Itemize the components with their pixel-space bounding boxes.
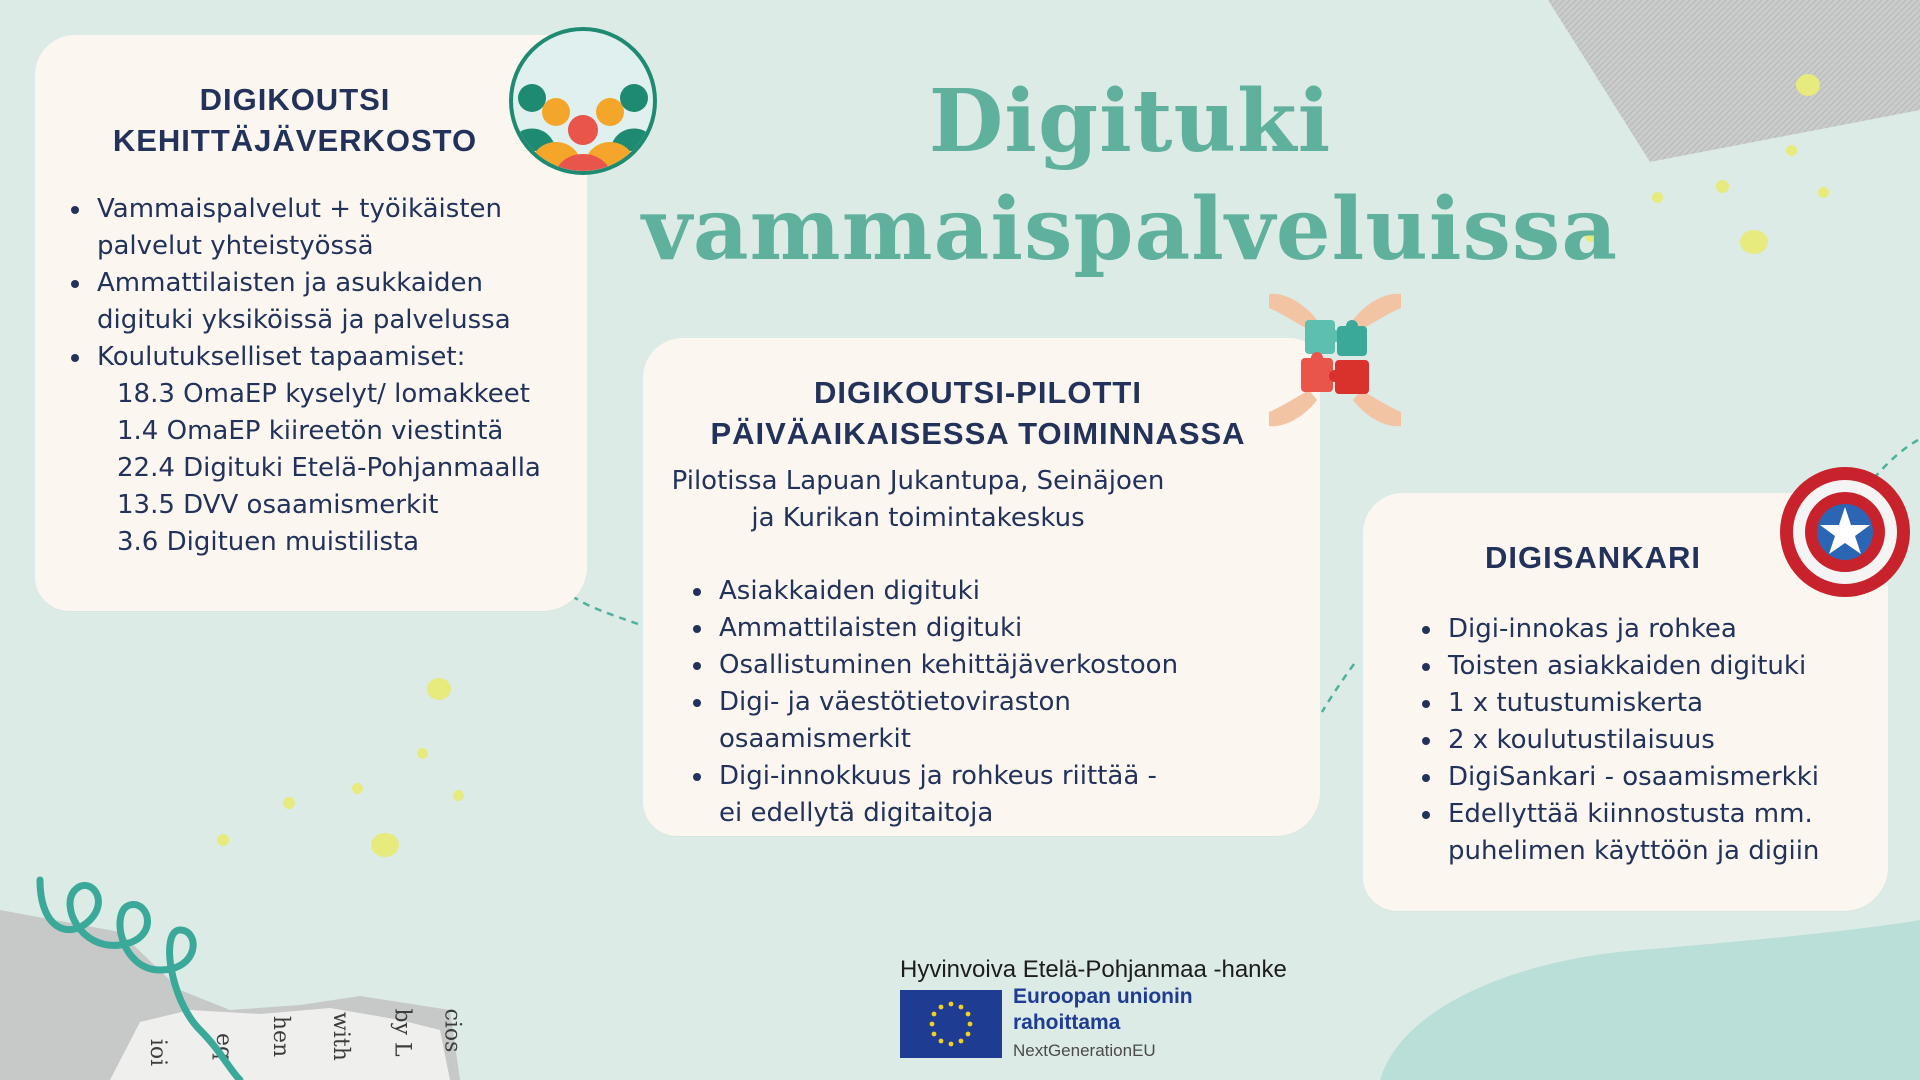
yellow-dot (371, 833, 399, 857)
list-item: Asiakkaiden digituki (687, 573, 1307, 610)
list-item: Edellyttää kiinnostusta mm. puhelimen käyttöön ja digiin (1416, 796, 1876, 870)
bullet-list (65, 191, 575, 376)
card-pilotti (643, 338, 1320, 836)
page-title (560, 68, 1700, 284)
list-item: Ammattilaisten ja asukkaiden digituki yksiköissä ja palvelussa (65, 265, 575, 339)
meeting-list (117, 376, 577, 561)
yellow-dot (352, 783, 363, 794)
yellow-dot (283, 797, 295, 809)
footer-project: Hyvinvoiva Etelä-Pohjanmaa -hanke (900, 956, 1287, 983)
heading: DIGISANKARI (1485, 540, 1701, 575)
puzzle-hands-icon (1265, 290, 1405, 430)
heading-line-2: PÄIVÄAIKAISESSA TOIMINNASSA (710, 416, 1246, 451)
newspaper-text: ioi eq hen with by L cios (145, 1008, 465, 1067)
yellow-dot (1740, 230, 1768, 254)
yellow-dot (1786, 145, 1797, 156)
dashed-connector (1318, 662, 1358, 714)
list-item: Toisten asiakkaiden digituki (1416, 648, 1876, 685)
list-item: Koulutukselliset tapaamiset: (65, 339, 575, 376)
dashed-connector (570, 590, 640, 630)
meeting-item: 1.4 OmaEP kiireetön viestintä (117, 416, 504, 446)
list-item: 2 x koulutustilaisuus (1416, 722, 1876, 759)
yellow-dot (427, 678, 451, 700)
title-line-1: Digituki (928, 71, 1332, 172)
list-item: 1 x tutustumiskerta (1416, 685, 1876, 722)
heading-line-1: DIGIKOUTSI-PILOTTI (814, 375, 1142, 410)
card-heading (1363, 537, 1823, 578)
bullet-list (687, 573, 1307, 832)
people-group-icon (508, 26, 658, 176)
yellow-dot (417, 748, 428, 759)
heading-line-2: KEHITTÄJÄVERKOSTO (112, 123, 478, 158)
meeting-item: 3.6 Digituen muistilista (117, 527, 420, 557)
eu-flag-icon (900, 990, 1002, 1058)
meeting-item: 22.4 Digituki Etelä-Pohjanmaalla (117, 453, 541, 483)
swirl-decoration (30, 870, 260, 1080)
yellow-dot (1716, 180, 1729, 193)
card-kehittajaverkosto (35, 35, 587, 611)
list-item: Osallistuminen kehittäjäverkostoon (687, 647, 1307, 684)
yellow-dot (1796, 74, 1820, 96)
meeting-item: 13.5 DVV osaamismerkit (117, 490, 439, 520)
list-item: Digi-innokkuus ja rohkeus riittää - ei edellytä digitaitoja (687, 758, 1307, 832)
yellow-dot (1818, 187, 1829, 198)
bullet-list (1416, 611, 1876, 870)
card-heading (75, 79, 515, 161)
list-item: DigiSankari - osaamismerkki (1416, 759, 1876, 796)
list-item: Ammattilaisten digituki (687, 610, 1307, 647)
list-item: Digi- ja väestötietoviraston osaamismerkit (687, 684, 1307, 758)
yellow-dot (453, 790, 464, 801)
list-item: Digi-innokas ja rohkea (1416, 611, 1876, 648)
hero-shield-icon (1778, 465, 1912, 599)
yellow-dot (217, 834, 229, 846)
teal-blob-bottom-right (1340, 920, 1920, 1080)
heading-line-1: DIGIKOUTSI (199, 82, 391, 117)
eu-funding-text: Euroopan unionin rahoittama NextGenerationEU (1013, 985, 1193, 1060)
title-line-2: vammaispalveluissa (641, 179, 1619, 280)
card-heading (653, 372, 1303, 454)
list-item: Vammaispalvelut + työikäisten palvelut yhteistyössä (65, 191, 575, 265)
card-intro: Pilotissa Lapuan Jukantupa, Seinäjoen ja Kurikan toimintakeskus (671, 466, 1165, 533)
meeting-item: 18.3 OmaEP kyselyt/ lomakkeet (117, 379, 530, 409)
